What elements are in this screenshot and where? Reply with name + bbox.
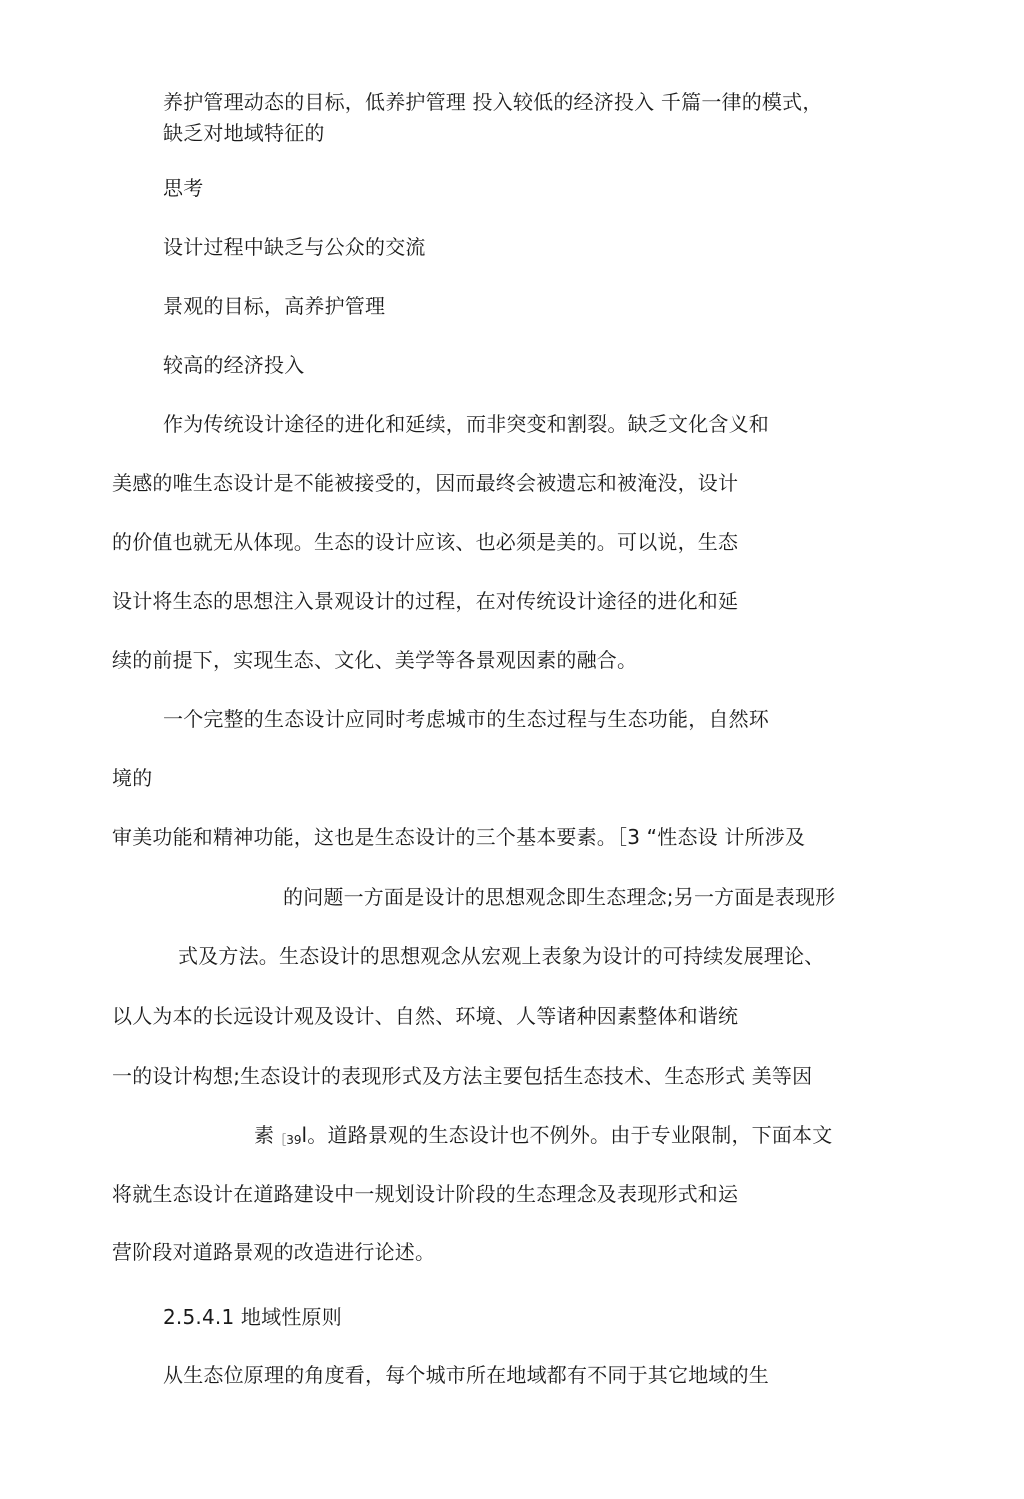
list-item-text: 景观的目标，高养护管理 xyxy=(163,294,386,318)
paragraph-line: 一个完整的生态设计应同时考虑城市的生态过程与生态功能，自然环 xyxy=(163,707,769,731)
list-item-text: 养护管理动态的目标，低养护管理 投入较低的经济投入 千篇一律的模式， xyxy=(163,90,823,114)
paragraph-text: l。道路景观的生态设计也不例外。由于专业限制，下面本文 xyxy=(301,1123,833,1147)
list-item-text: 较高的经济投入 xyxy=(163,353,305,377)
paragraph-line: 审美功能和精神功能，这也是生态设计的三个基本要素。［3 “性态设 计所涉及 xyxy=(112,825,806,849)
paragraph-line: 一的设计构想;生态设计的表现形式及方法主要包括生态技术、生态形式 美等因 xyxy=(112,1064,813,1088)
paragraph-line: 设计将生态的思想注入景观设计的过程，在对传统设计途径的进化和延 xyxy=(112,589,739,613)
paragraph-line: 以人为本的长远设计观及设计、自然、环境、人等诸种因素整体和谐统 xyxy=(112,1004,739,1028)
paragraph-line: 美感的唯生态设计是不能被接受的，因而最终会被遗忘和被淹没，设计 xyxy=(112,471,739,495)
paragraph-line: 的价值也就无从体现。生态的设计应该、也必须是美的。可以说，生态 xyxy=(112,530,739,554)
list-item-text: 思考 xyxy=(163,176,204,200)
paragraph-line: 的问题一方面是设计的思想观念即生态理念;另一方面是表现形 xyxy=(283,885,836,909)
list-item-text: 缺乏对地域特征的 xyxy=(163,121,325,145)
paragraph-line: 式及方法。生态设计的思想观念从宏观上表象为设计的可持续发展理论、 xyxy=(178,944,825,968)
section-heading: 2.5.4.1 地域性原则 xyxy=(163,1305,342,1329)
paragraph-line: 境的 xyxy=(112,766,153,790)
paragraph-line: 从生态位原理的角度看，每个城市所在地域都有不同于其它地域的生 xyxy=(163,1363,769,1387)
paragraph-text: 素 xyxy=(254,1123,275,1147)
paragraph-line xyxy=(254,1123,832,1152)
paragraph-line: 营阶段对道路景观的改造进行论述。 xyxy=(112,1240,436,1264)
citation-reference: ［39 xyxy=(274,1133,302,1147)
list-item-text: 设计过程中缺乏与公众的交流 xyxy=(163,235,426,259)
paragraph-line: 续的前提下，实现生态、文化、美学等各景观因素的融合。 xyxy=(112,648,638,672)
paragraph-line: 作为传统设计途径的进化和延续，而非突变和割裂。缺乏文化含义和 xyxy=(163,412,769,436)
paragraph-line: 将就生态设计在道路建设中一规划设计阶段的生态理念及表现形式和运 xyxy=(112,1182,739,1206)
